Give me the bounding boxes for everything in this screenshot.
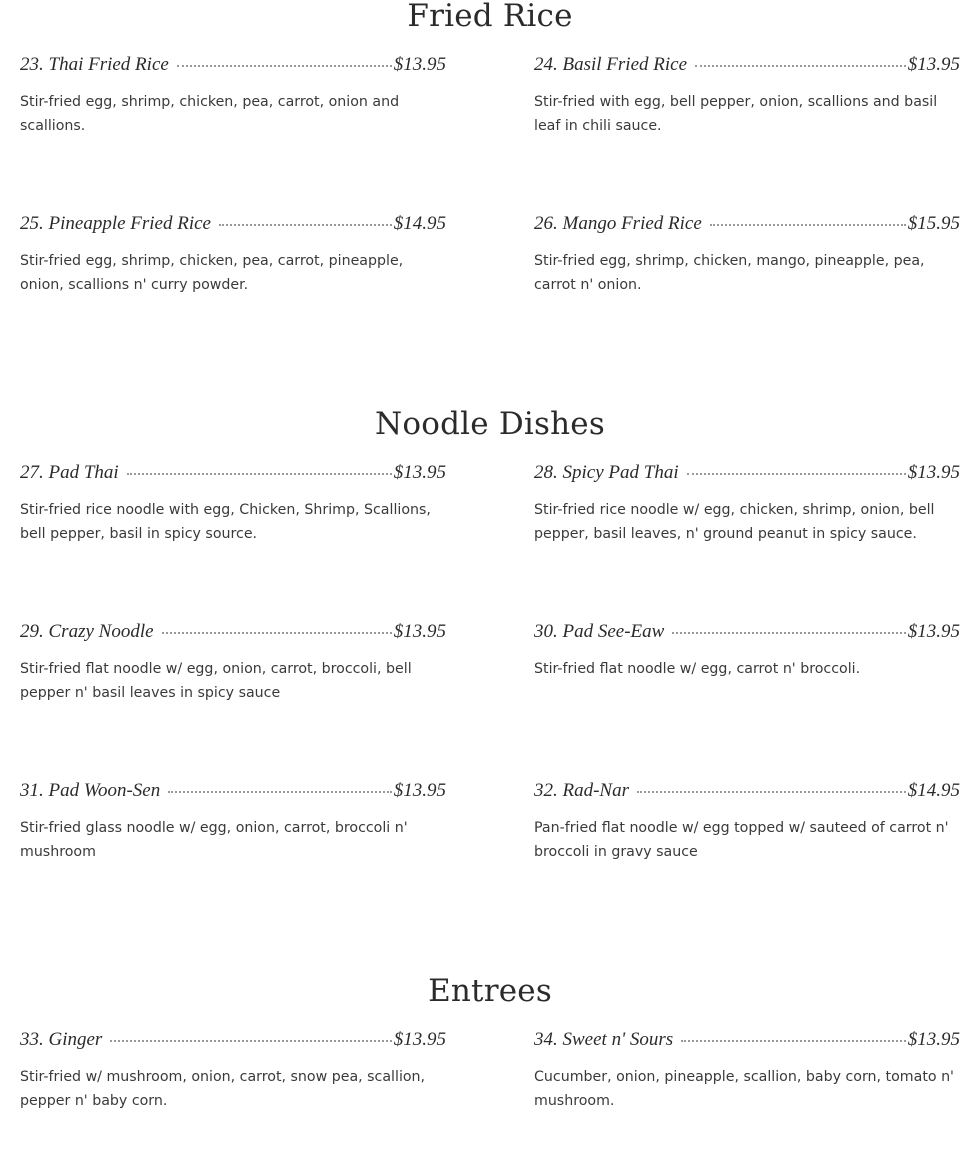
menu-item: [534, 1029, 960, 1113]
menu-item-name: 34. Sweet n' Sours: [534, 1029, 674, 1050]
dot-leader: [110, 1040, 391, 1042]
menu-item-header: [534, 621, 960, 647]
menu-item: [20, 1029, 446, 1113]
menu-item-description: Stir-fried glass noodle w/ egg, onion, carrot, broccoli n' mushroom: [20, 820, 408, 860]
dot-leader: [695, 65, 906, 67]
menu-item-price: $13.95: [907, 54, 960, 75]
menu-item-description: Pan-fried flat noodle w/ egg topped w/ sauteed of carrot n' broccoli in gravy sauce: [534, 820, 949, 860]
section-title-fried-rice: Fried Rice: [407, 0, 573, 34]
menu-item-header: [534, 54, 960, 80]
menu-item-header: [534, 780, 960, 806]
menu-item-name: 33. Ginger: [20, 1029, 103, 1050]
menu-item-price: $13.95: [907, 1029, 960, 1050]
menu-item-price: $13.95: [907, 462, 960, 483]
menu-item-price: $14.95: [907, 780, 960, 801]
dot-leader: [672, 632, 905, 634]
dot-leader: [637, 791, 906, 793]
menu-item: [20, 780, 446, 864]
menu-item-price: $13.95: [393, 1029, 446, 1050]
menu-item: [20, 54, 446, 138]
menu-item-header: [20, 780, 446, 806]
dot-leader: [710, 224, 906, 226]
menu-item: [20, 213, 446, 297]
menu-item-name: 26. Mango Fried Rice: [534, 213, 702, 234]
menu-item-header: [20, 462, 446, 488]
menu-item-price: $15.95: [907, 213, 960, 234]
menu-item: [534, 213, 960, 297]
menu-item-description: Stir-fried rice noodle with egg, Chicken, Shrimp, Scallions, bell pepper, basil in spicy source.: [20, 502, 431, 542]
menu-item-price: $13.95: [393, 621, 446, 642]
menu-item-header: [20, 621, 446, 647]
menu-item-price: $14.95: [393, 213, 446, 234]
menu-item-header: [534, 1029, 960, 1055]
menu-item: [20, 462, 446, 546]
menu-item-header: [20, 1029, 446, 1055]
dot-leader: [681, 1040, 906, 1042]
dot-leader: [168, 791, 392, 793]
menu-item-price: $13.95: [393, 462, 446, 483]
section-title-entrees: Entrees: [428, 973, 552, 1009]
menu-item-price: $13.95: [907, 621, 960, 642]
menu-item-description: Stir-fried flat noodle w/ egg, carrot n' broccoli.: [534, 661, 861, 677]
menu-item-description: Stir-fried w/ mushroom, onion, carrot, snow pea, scallion, pepper n' baby corn.: [20, 1069, 426, 1109]
menu-item: [534, 621, 960, 681]
menu-item-name: 31. Pad Woon-Sen: [20, 780, 161, 801]
dot-leader: [162, 632, 392, 634]
dot-leader: [219, 224, 392, 226]
menu-item-header: [20, 54, 446, 80]
section-title-noodle-dishes: Noodle Dishes: [375, 406, 605, 442]
menu-item-name: 23. Thai Fried Rice: [20, 54, 169, 75]
menu-item-name: 28. Spicy Pad Thai: [534, 462, 679, 483]
menu-item-name: 27. Pad Thai: [20, 462, 119, 483]
menu-item-price: $13.95: [393, 780, 446, 801]
menu-item-name: 25. Pineapple Fried Rice: [20, 213, 211, 234]
menu-item-header: [20, 213, 446, 239]
dot-leader: [177, 65, 392, 67]
menu-item-description: Stir-fried egg, shrimp, chicken, pea, carrot, onion and scallions.: [20, 94, 400, 134]
menu-item-description: Stir-fried with egg, bell pepper, onion, scallions and basil leaf in chili sauce.: [534, 94, 938, 134]
menu-item-price: $13.95: [393, 54, 446, 75]
menu-item-name: 32. Rad-Nar: [534, 780, 629, 801]
menu-item: [20, 621, 446, 705]
menu-item-description: Stir-fried egg, shrimp, chicken, pea, carrot, pineapple, onion, scallions n' curry powder.: [20, 253, 404, 293]
menu-item-description: Cucumber, onion, pineapple, scallion, baby corn, tomato n' mushroom.: [534, 1069, 954, 1109]
menu-item-name: 24. Basil Fried Rice: [534, 54, 688, 75]
menu-item-header: [534, 462, 960, 488]
menu-item-name: 29. Crazy Noodle: [20, 621, 154, 642]
menu-item: [534, 54, 960, 138]
menu-item-description: Stir-fried rice noodle w/ egg, chicken, shrimp, onion, bell pepper, basil leaves, n' ground peanut in spicy sauce.: [534, 502, 935, 542]
menu-item-description: Stir-fried egg, shrimp, chicken, mango, pineapple, pea, carrot n' onion.: [534, 253, 925, 293]
menu-item: [534, 780, 960, 864]
dot-leader: [127, 473, 392, 475]
menu-item-header: [534, 213, 960, 239]
menu-item-description: Stir-fried flat noodle w/ egg, onion, carrot, broccoli, bell pepper n' basil leaves in spicy sauce: [20, 661, 412, 701]
dot-leader: [687, 473, 906, 475]
menu-item-name: 30. Pad See-Eaw: [534, 621, 665, 642]
menu-item: [534, 462, 960, 546]
